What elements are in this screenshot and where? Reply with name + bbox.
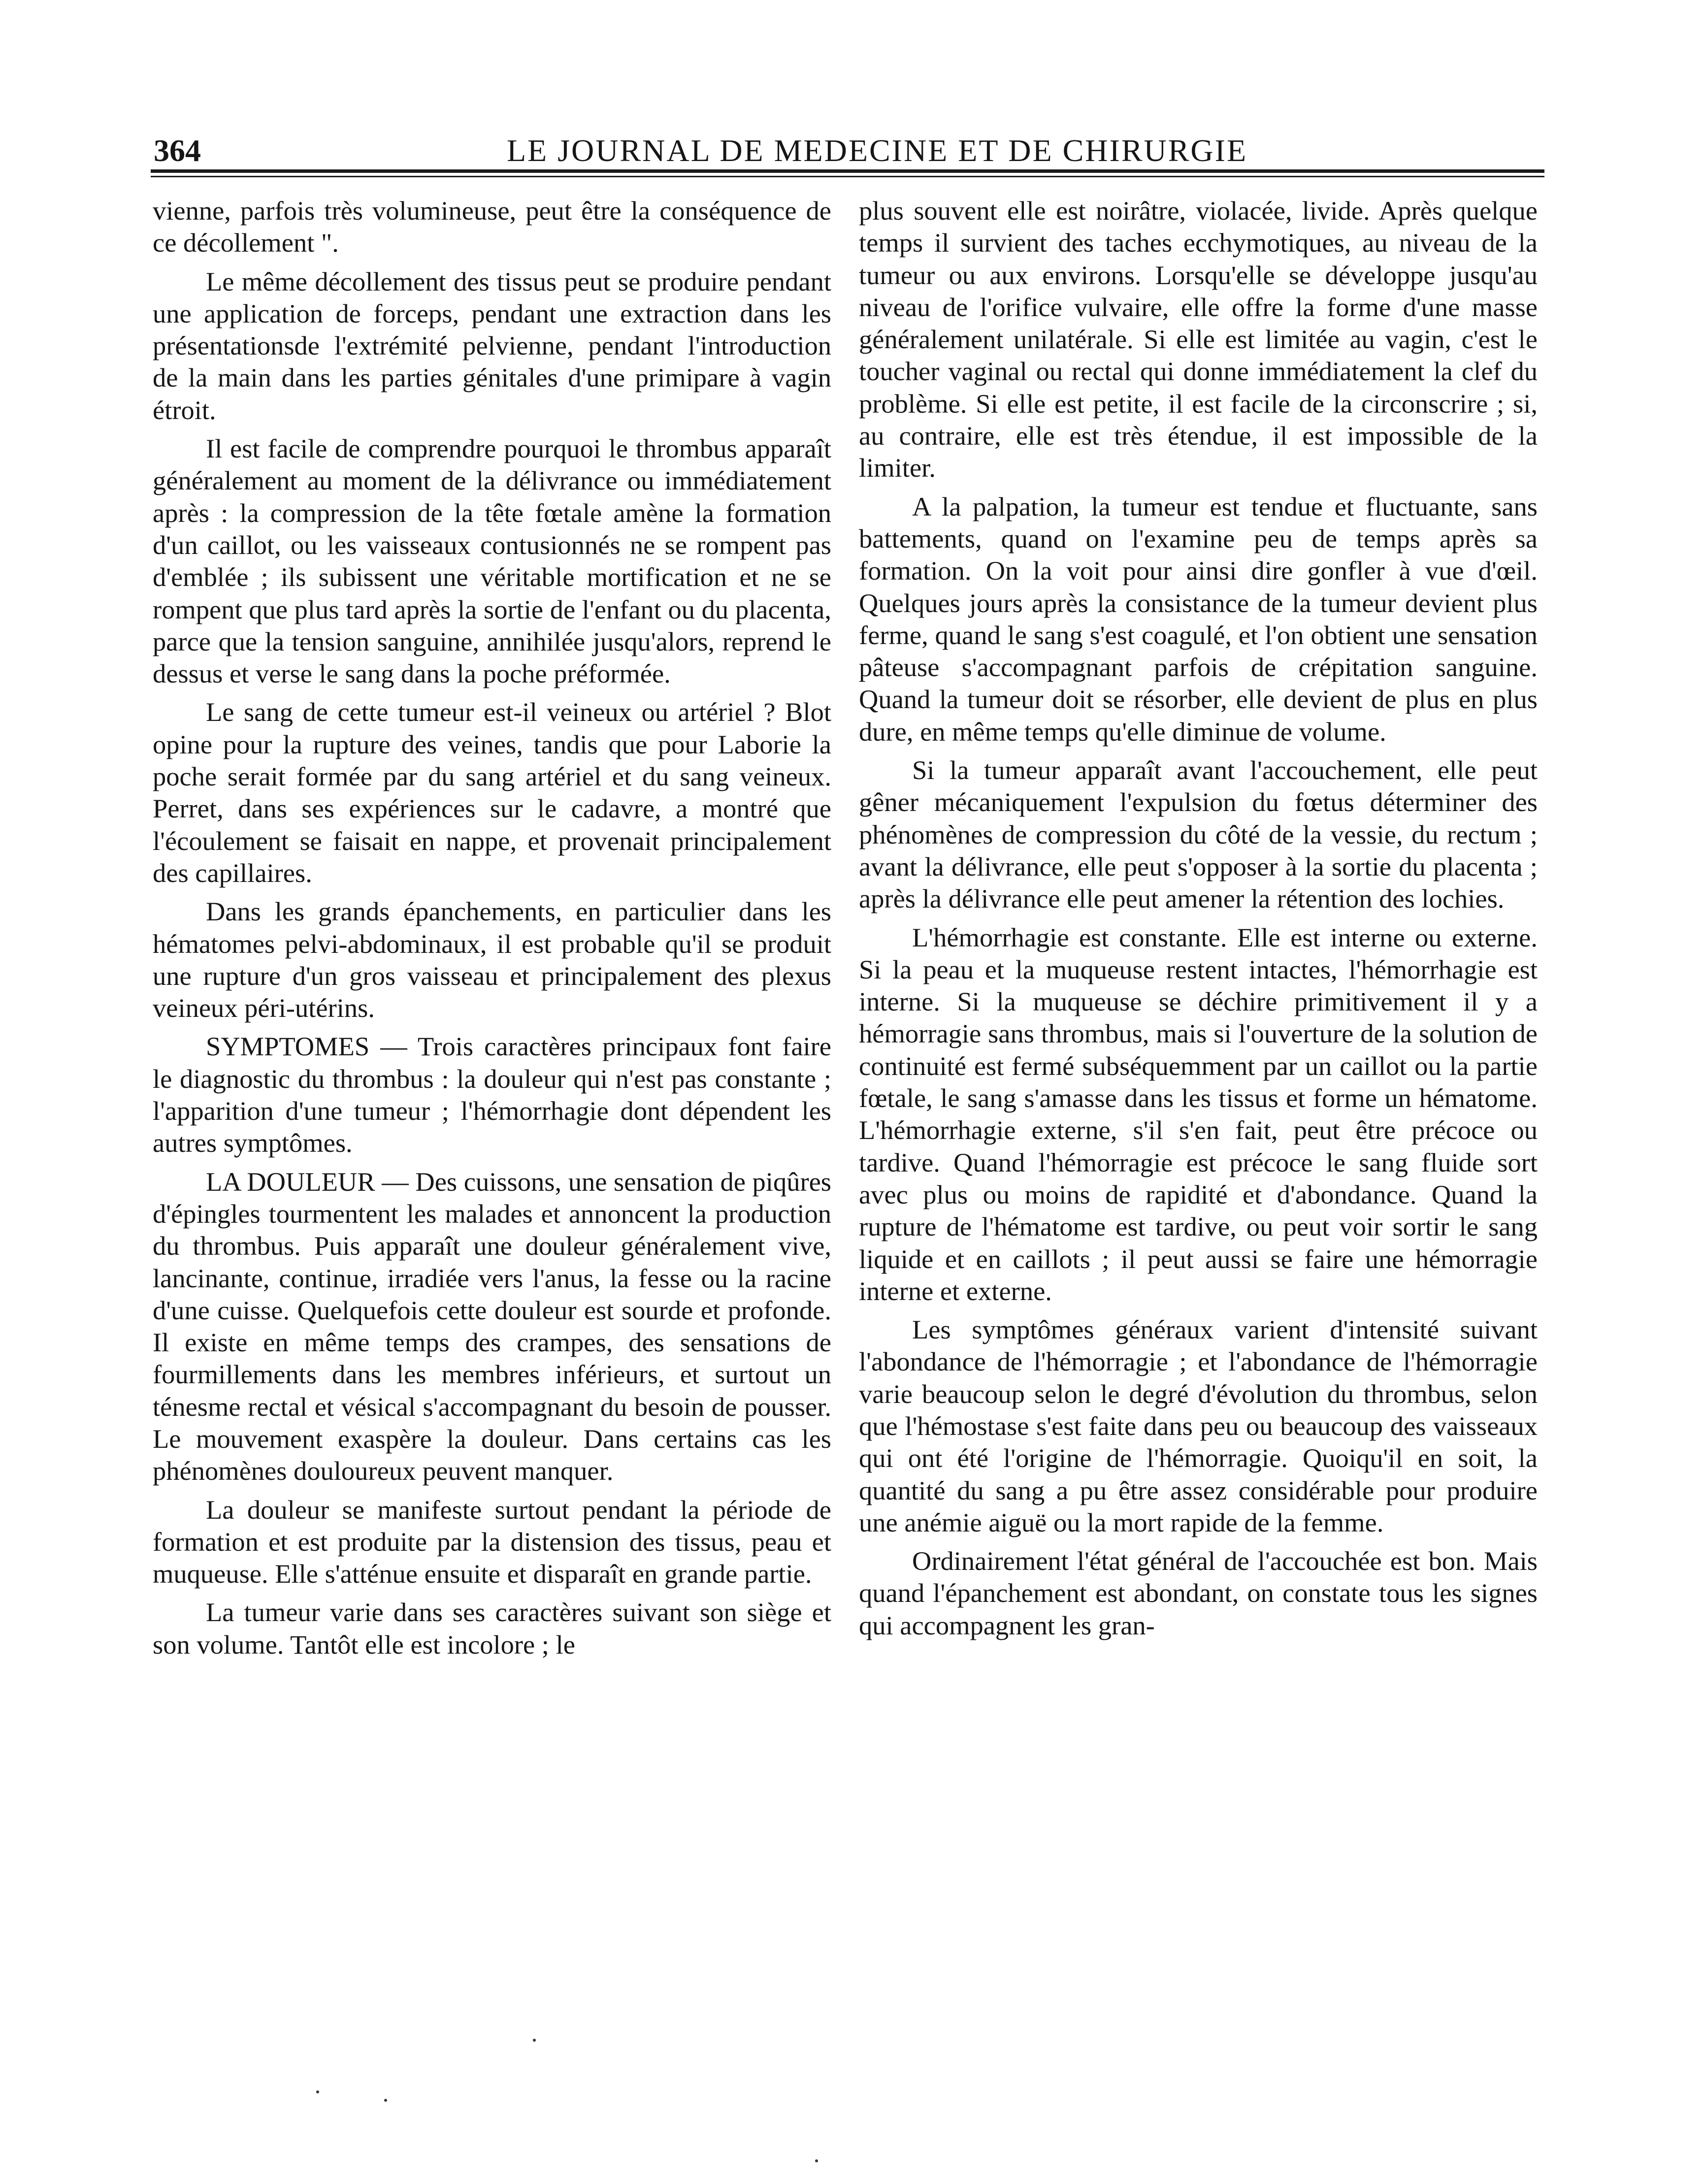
paragraph: vienne, parfois très volumineuse, peut être la conséquence de ce décollement ".: [153, 196, 831, 258]
paragraph: Les symptômes généraux varient d'intensité suivant l'abondance de l'hémorragie ; et l'abondance de l'hémorragie varie beaucoup selon le degré d'évolution du thrombus, selon que l'hémostase s'est faite dans peu ou beaucoup des vaisseaux qui ont été l'origine de l'hémorragie. Quoiqu'il en soit, la quantité du sang a pu être assez considérable pour produire une anémie aiguë ou la mort rapide de la femme.: [859, 1314, 1538, 1537]
paragraph: Le sang de cette tumeur est-il veineux ou artériel ? Blot opine pour la rupture des veines, tandis que pour Laborie la poche serait formée par du sang artériel et du sang veineux. Perret, dans ses expériences sur le cadavre, a montré que l'écoulement se faisait en nappe, et provenait principalement des capillaires.: [153, 697, 831, 888]
scan-speck: [533, 2039, 536, 2042]
paragraph-symptomes: SYMPTOMES — Trois caractères principaux font faire le diagnostic du thrombus : la douleur qui n'est pas constante ; l'apparition d'une tumeur ; l'hémorrhagie dont dépendent les autres symptômes.: [153, 1031, 831, 1158]
paragraph: A la palpation, la tumeur est tendue et fluctuante, sans battements, quand on l'examine peu de temps après sa formation. On la voit pour ainsi dire gonfler à vue d'œil. Quelques jours après la consistance de la tumeur devient plus ferme, quand le sang s'est coagulé, et l'on obtient une sensation pâteuse s'accompagnant parfois de crépitation sanguine. Quand la tumeur doit se résorber, elle devient de plus en plus dure, en même temps qu'elle diminue de volume.: [859, 491, 1538, 747]
header-rule-thin: [151, 176, 1544, 177]
paragraph: Il est facile de comprendre pourquoi le thrombus apparaît généralement au moment de la délivrance ou immédiatement après : la compression de la tête fœtale amène la formation d'un caillot, ou les vaisseaux contusionnés ne se rompent pas d'emblée ; ils subissent une véritable mortification et ne se rompent que plus tard après la sortie de l'enfant ou du placenta, parce que la tension sanguine, annihilée jusqu'alors, reprend le dessus et verse le sang dans la poche préformée.: [153, 433, 831, 689]
scan-speck: [384, 2099, 387, 2102]
paragraph: Ordinairement l'état général de l'accouchée est bon. Mais quand l'épanchement est abondant, on constate tous les signes qui accompagnent les gran-: [859, 1546, 1538, 1640]
paragraph: Dans les grands épanchements, en particulier dans les hématomes pelvi-abdominaux, il est probable qu'il se produit une rupture d'un gros vaisseau et principalement des plexus veineux péri-utérins.: [153, 896, 831, 1023]
paragraph: Le même décollement des tissus peut se produire pendant une application de forceps, pendant une extraction dans les présentationsde l'extrémité pelvienne, pendant l'introduction de la main dans les parties génitales d'une primipare à vagin étroit.: [153, 266, 831, 425]
paragraph: L'hémorrhagie est constante. Elle est interne ou externe. Si la peau et la muqueuse restent intactes, l'hémorrhagie est interne. Si la muqueuse se déchire primitivement il y a hémorragie sans thrombus, mais si l'ouverture de la solution de continuité est fermé subséquemment par un caillot ou la partie fœtale, le sang s'amasse dans les tissus et forme un hématome. L'hémorrhagie externe, s'il s'en fait, peut être précoce ou tardive. Quand l'hémorragie est précoce le sang fluide sort avec plus ou moins de rapidité et d'abondance. Quand la rupture de l'hématome est tardive, ou peut voir sortir le sang liquide et en caillots ; il peut aussi se faire une hémorragie interne et externe.: [859, 922, 1538, 1306]
paragraph: Si la tumeur apparaît avant l'accouchement, elle peut gêner mécaniquement l'expulsion du fœtus déterminer des phénomènes de compression du côté de la vessie, du rectum ; avant la délivrance, elle peut s'opposer à la sortie du placenta ; après la délivrance elle peut amener la rétention des lochies.: [859, 755, 1538, 914]
scan-speck: [815, 2159, 818, 2162]
header-rule-thick: [151, 169, 1544, 173]
right-column: [859, 195, 1538, 1648]
paragraph: La tumeur varie dans ses caractères suivant son siège et son volume. Tantôt elle est incolore ; le: [153, 1597, 831, 1660]
scan-speck: [316, 2090, 319, 2093]
paragraph: La douleur se manifeste surtout pendant la période de formation et est produite par la distension des tissus, peau et muqueuse. Elle s'atténue ensuite et disparaît en grande partie.: [153, 1494, 831, 1589]
page-number: 364: [154, 133, 201, 168]
journal-title: LE JOURNAL DE MEDECINE ET DE CHIRURGIE: [506, 133, 1248, 168]
paragraph: plus souvent elle est noirâtre, violacée, livide. Après quelque temps il survient des taches ecchymotiques, au niveau de la tumeur ou aux environs. Lorsqu'elle se développe jusqu'au niveau de l'orifice vulvaire, elle offre la forme d'une masse généralement unilatérale. Si elle est limitée au vagin, c'est le toucher vaginal ou rectal qui donne immédiatement la clef du problème. Si elle est petite, il est facile de la circonscrire ; si, au contraire, elle est très étendue, il est impossible de la limiter.: [859, 196, 1538, 483]
left-column: [153, 195, 831, 1667]
running-header: [151, 127, 1544, 176]
paragraph-la-douleur: LA DOULEUR — Des cuissons, une sensation de piqûres d'épingles tourmentent les malades et annoncent la production du thrombus. Puis apparaît une douleur généralement vive, lancinante, continue, irradiée vers l'anus, la fesse ou la racine d'une cuisse. Quelquefois cette douleur est sourde et profonde. Il existe en même temps des crampes, des sensations de fourmillements dans les membres inférieurs, et surtout un ténesme rectal et vésical s'accompagnant du besoin de pousser. Le mouvement exaspère la douleur. Dans certains cas les phénomènes douloureux peuvent manquer.: [153, 1166, 831, 1486]
